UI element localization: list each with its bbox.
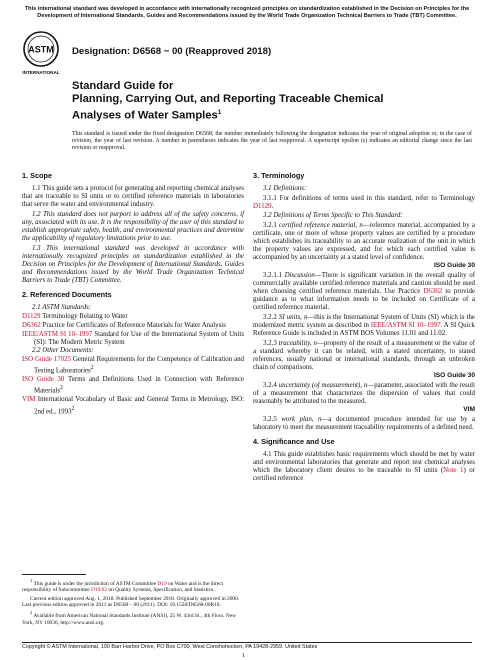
def-3-1-1-text: 3.1.1 For definitions of terms used in this standard, refer to Terminology — [263, 194, 475, 202]
ref-si10-title: Standard for Use of the International System of Units (SI): The Modern Metric System — [34, 330, 245, 346]
footnote-1a-text: This guide is under the jurisdiction of ASTM Committee — [33, 580, 156, 587]
ref-d6362-link[interactable]: D6362 — [22, 321, 41, 329]
scope-heading: 1. Scope — [22, 171, 53, 180]
footnote-2-text: Available from American National Standards Institute (ANSI), 25 W. 43rd St., 4th Floor, New York, NY 10036, http://www.ansi.org. — [22, 613, 237, 626]
ref-d1129-title: Terminology Relating to Water — [42, 313, 128, 321]
left-column — [22, 172, 244, 416]
page-number: 1 — [242, 652, 246, 659]
def-3-2-3 — [253, 340, 475, 380]
ref-si10 — [22, 331, 244, 347]
astm-logo-icon — [22, 30, 60, 76]
astm-standards-label: 2.1 ASTM Standards: — [32, 304, 92, 312]
def-3-2-1-text: —reference material, accompanied by a certificate, one or more of whose property values are certified by a procedure which establishes its traceability to an accurate realization of the unit in which the property values are expressed, and for which each certified value is accompanied by an uncertainty at a stated level of confidence. — [253, 221, 475, 262]
def-3-2-5-text: —a documented procedure intended for use by a laboratory to meet the measurement traceability requirements of a defined need. — [253, 415, 475, 431]
def-3-2-1-1-term: Discussion — [284, 272, 315, 280]
def-3-2-3-num: 3.2.3 — [263, 339, 277, 347]
def-3-2-1-1-text-2: to provide guidance as to what information needs to be included on Certificate of a certified reference material. — [253, 288, 475, 312]
significance-4-1 — [253, 451, 475, 483]
def-3-2-1-1-link[interactable]: D6362 — [423, 288, 443, 296]
address-divider — [22, 642, 472, 643]
significance-4-1-text: 4.1 This guide establishes basic requirements which should be met by water and environmental laboratories that generate and report test chemical analyses which the laboratory client desires to be traceable to SI units ( — [253, 450, 475, 475]
significance-4-1-text-2: ) or certified reference — [253, 467, 476, 483]
refdocs-heading: 2. Referenced Documents — [22, 290, 112, 300]
ref-d6362 — [22, 322, 244, 330]
ref-iso17025 — [22, 356, 244, 375]
designation: Designation: D6568 − 00 (Reapproved 2018) — [72, 46, 272, 57]
specific-definitions-label: 3.2 Definitions of Terms Specific to This Standard: — [263, 212, 403, 220]
note-1-link[interactable]: Note 1 — [443, 467, 464, 475]
ref-iso17025-link[interactable]: ISO Guide 17025 — [22, 356, 71, 364]
def-3-2-3-source: ISO Guide 30 — [433, 372, 475, 380]
tbt-notice: This international standard was developed in accordance with internationally recognized principles on standardization established in the Decision on Principles for the Development of International Standards, Guides and Recommendations issued by the World Trade Organization Technical Barriers to Trade (TBT) Committee. — [24, 6, 470, 19]
logo-text: ASTM — [28, 44, 54, 55]
ref-vim — [22, 396, 244, 415]
ref-si10-link[interactable]: IEEE/ASTM SI 10–1997 — [22, 330, 93, 338]
ref-iso30-title: Terms and Definitions Used in Connection with Reference Materials — [34, 376, 244, 395]
def-3-2-4-text: —parameter, associated with the result of a measurement that characterizes the dispersion of values that could reasonably be attributed to the measured. — [253, 381, 475, 405]
title-line-3: Analyses of Water Samples — [72, 110, 218, 123]
def-3-1-1-link[interactable]: D1129 — [253, 202, 272, 210]
def-3-2-1-1 — [253, 272, 475, 312]
def-3-2-2-link[interactable]: IEEE/ASTM SI 10–1997 — [370, 322, 441, 330]
right-column — [253, 172, 475, 485]
ref-d1129 — [22, 313, 244, 321]
ref-iso17025-title: General Requirements for the Competence of Calibration and Testing Laboratories — [34, 356, 244, 375]
ref-d6362-title: Practice for Certificates of Reference Materials for Water Analysis — [42, 321, 226, 329]
def-3-2-3-term: traceability, n — [278, 339, 317, 347]
footnote-d1902-link[interactable]: D19.02 — [91, 587, 108, 594]
def-3-2-5-term: work plan, n — [281, 415, 322, 423]
scope-1-3: 1.3 This international standard was developed in accordance with internationally recognized principles on standardization established in the Decision on Principles for the Development of International Standards, Guides and Recommendations issued by the World Trade Organization Technical Barriers to Trade (TBT) Committee. — [22, 244, 244, 285]
def-3-2-4-source: VIM — [463, 406, 475, 414]
def-3-2-1-1-num: 3.2.1.1 — [263, 272, 282, 280]
footnote-1a-text-3: on Quality Systems, Specification, and Statistics. — [108, 587, 215, 594]
def-3-2-2-term: SI units, n — [278, 314, 308, 321]
def-3-2-5 — [253, 416, 475, 432]
ref-vim-sup: 2 — [71, 405, 75, 412]
def-3-2-4-term: uncertainty (of measurement), n — [278, 381, 368, 389]
def-3-2-4 — [253, 382, 475, 414]
significance-heading: 4. Significance and Use — [253, 436, 335, 446]
def-3-2-1-1-text: —There is significant variation in the overall quality of commercially available certified reference materials and caution should be used when choosing certified reference materials. Use Practice — [253, 272, 475, 296]
title-line-2: Planning, Carrying Out, and Reporting Traceable Chemical — [72, 93, 384, 106]
title-footnote-mark: 1 — [217, 109, 222, 117]
def-3-2-2-text: —this is the International System of Units (SI) which is the modernized metric system as described in — [253, 314, 475, 330]
title-line-1: Standard Guide for — [72, 80, 174, 92]
def-3-2-2-text-2: . A SI Quick Reference Guide is included in ASTM BOS Volumes 11.01 and 11.02. — [253, 322, 475, 338]
def-3-2-4-num: 3.2.4 — [263, 381, 277, 389]
def-3-2-2 — [253, 314, 475, 338]
logo-subtext: INTERNATIONAL — [22, 70, 60, 75]
footnote-d19-link[interactable]: D19 — [157, 580, 167, 587]
footnote-1a — [22, 578, 244, 594]
footnote-1-mark: 1 — [30, 578, 33, 583]
ref-vim-link[interactable]: VIM — [22, 396, 36, 404]
ref-iso17025-sup: 2 — [90, 365, 94, 372]
scope-1-1: 1.1 This guide sets a protocol for generating and reporting chemical analyses that are traceable to SI units or to certified reference materials in laboratories that serve the water and environmental industry. — [22, 185, 244, 209]
definitions-label: 3.1 Definitions: — [263, 185, 307, 193]
issuance-note: This standard is issued under the fixed designation D6568; the number immediately following the designation indicates the year of original adoption or, in the case of revision, the year of last revision. A number in parentheses indicates the year of last reapproval. A superscript epsilon (ε) indicates an editorial change since the last revision or reapproval. — [72, 131, 472, 152]
footnote-1b: Current edition approved Aug. 1, 2018. Published September 2018. Originally approved in 2000. Last previous edition approved in 2011 as D6568 – 00 (2011). DOI: 10.1520/D6568-00R18. — [22, 595, 240, 609]
def-3-1-1: 3.1.1 For definitions of terms used in this standard, refer to Terminology D1129. — [253, 194, 475, 210]
footnotes — [22, 578, 244, 628]
footnote-2 — [22, 610, 244, 626]
def-3-2-1-num: 3.2.1 — [263, 221, 277, 229]
scope-1-2: 1.2 This standard does not purport to address all of the safety concerns, if any, associated with its use. It is the responsibility of the user of this standard to establish appropriate safety, health, and environmental practices and determine the applicability of regulatory limitations prior to use. — [22, 210, 244, 243]
ref-vim-title: International Vocabulary of Basic and General Terms in Metrology, ISO: 2nd ed., 1993 — [34, 396, 244, 415]
document-title — [72, 80, 472, 123]
def-3-2-1-term: certified reference material, n — [279, 221, 363, 229]
def-3-2-2-num: 3.2.2 — [263, 314, 277, 321]
ref-iso30 — [22, 376, 244, 395]
ref-d1129-link[interactable]: D1129 — [22, 313, 41, 321]
other-documents-label: 2.2 Other Documents: — [32, 347, 94, 355]
footnote-divider — [22, 574, 86, 575]
footnote-2-mark: 2 — [30, 610, 33, 616]
def-3-2-5-num: 3.2.5 — [263, 415, 277, 423]
def-3-2-3-text: —property of the result of a measurement or the value of a standard whereby it can be related, with a stated uncertainty, to stated references, usually national or international standards, through an unbroken chain of comparisons. — [253, 339, 476, 372]
ref-iso30-sup: 2 — [60, 385, 63, 392]
footnote-1a-text-2: on Water and is the direct responsibility of Subcommittee — [22, 580, 224, 594]
ref-iso30-link[interactable]: ISO Guide 30 — [22, 376, 65, 384]
copyright-address: Copyright © ASTM International, 100 Barr Harbor Drive, PO Box C700, West Conshohocken, PA 19428-2959. United States — [22, 644, 318, 650]
terminology-heading: 3. Terminology — [253, 171, 305, 180]
def-3-2-1 — [253, 222, 475, 271]
def-3-2-1-source: ISO Guide 30 — [433, 262, 475, 270]
